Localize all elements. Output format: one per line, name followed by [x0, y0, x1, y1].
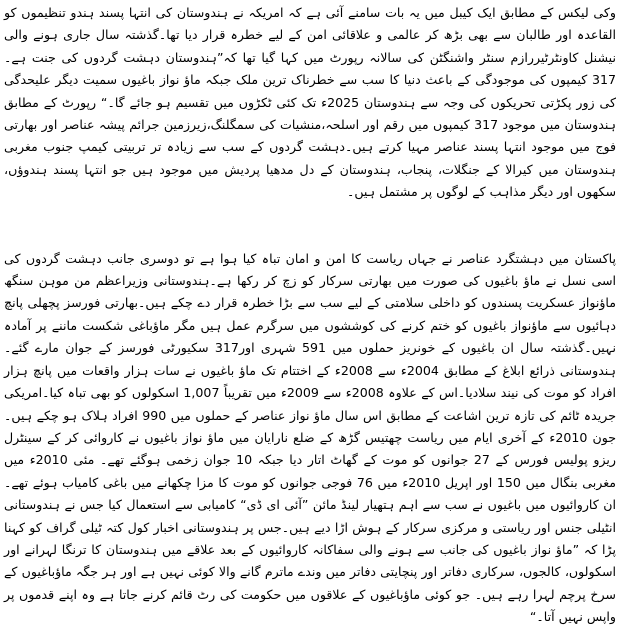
paragraph-maoist-insurgency: پاکستان میں دہشتگرد عناصر نے جہاں ریاست کا امن و امان تباہ کیا ہوا ہے تو دوسری جانب دہشت گردوں کی اسی نسل نے ماؤ باغیوں کی صورت میں بھارتی سرکار کو زچ کر رکھا ہے۔ہندوستانی وزیراعظم من موہن سنگھ ماؤنواز عسکریت پسندوں کو داخلی سلامتی کے لیے سب سے بڑا خطرہ قرار دے چکے ہیں۔بھارتی فورسز پچھلی پانچ دہائیوں سے ماؤنواز باغیوں کو ختم کرنے کی کوششوں میں سرگرم عمل ہیں مگر ماؤباغی شکست ماننے پر آمادہ نہیں۔گذشتہ سال ان باغیوں کے خونریز حملوں میں 591 شہری اور317 سکیورٹی فورسز کے جوان مارے گئے۔ ہندوستانی ذرائع ابلاغ کے مطابق 2004ء سے 2008ء کے اختتام تک ماؤ باغیوں نے سات ہزار واقعات میں پانچ ہزار افراد کو موت کی نیند سلادیا۔اس کے علاوہ 2008ء سے 2009ء میں تقریباً 1,007 اسکولوں کو بھی تباہ کیا۔امریکی جریدہ ٹائم کی تازہ ترین اشاعت کے مطابق اس سال ماؤ نواز عناصر کے حملوں میں 990 افراد ہلاک ہو چکے ہیں۔ جون 2010ء کے آخری ایام میں ریاست چھتیس گڑھ کے ضلع نارایان میں ماؤ نواز باغیوں نے کاروائی کر کے سینٹرل ریزو پولیس فورس کے 27 جوانوں کو موت کے گھاٹ اتار دیا جبکہ 10 جوان زخمی ہوگئے تھے۔ مئی 2010ء میں مغربی بنگال میں 150 اور اپریل 2010ء میں 76 فوجی جوانوں کو موت کا مزا چکھانے میں باغی کامیاب ہوئے تھے۔ ان کاروائیوں میں باغیوں نے سب سے اہم ہتھیار لینڈ مائن ”آئی ای ڈی“ کامیابی سے استعمال کیا جس نے ہندوستانی انٹیلی جنس اور ریاستی و مرکزی سرکار کے ہوش اڑا دیے ہیں۔جس پر ہندوستانی اخبار کول کتہ ٹیلی گراف کو کہنا پڑا کہ ”ماؤ نواز باغیوں کی جانب سے ہونے والی سفاکانہ کاروائیوں کے بعد علاقے میں ہندوستان کا ترنگا لہرانے اور اسکولوں، کالجوں، سرکاری دفاتر اور پنچایتی دفاتر میں وندے ماترم گانے والا کوئی نہیں ہے اور ہر جگہ ماؤباغیوں کے سرخ پرچم لہرا رہے ہیں۔ جو کوئی ماؤباغیوں کے علاقوں میں حکومت کی رٹ قائم کرنے جاتا ہے وہ اپنے قدموں پر واپس نہیں آتا۔“: [4, 250, 617, 625]
paragraph-spacer: [4, 204, 616, 248]
article-body: [4, 0, 617, 625]
paragraph-wikileaks-terror-camps: وکی لیکس کے مطابق ایک کیبل میں یہ بات سامنے آئی ہے کہ امریکہ نے ہندوستان کی انتہا پسند ہندو تنظیموں کو القاعدہ اور طالبان سے بھی بڑھ کر عالمی و علاقائی امن کے لیے خطرہ قرار دیا تھا۔گذشتہ سال جاری ہونے والی نیشنل کاونٹرٹیررازم سنٹر واشنگٹن کی سالانہ رپورٹ میں کہا گیا تھا کہ”ہندوستان دہشت گردوں کی جنت ہے۔ 317 کیمپوں کی موجودگی کے باعث دنیا کا سب سے خطرناک ترین ملک جبکہ ماؤ نواز باغیوں سمیت دیگر علیحدگی کی زور پکڑتی تحریکوں کی وجہ سے ہندوستان 2025ء تک کئی ٹکڑوں میں تقسیم ہو جائے گا۔“ رپورٹ کے مطابق ہندوستان میں موجود 317 کیمپوں میں رقم اور اسلحہ،منشیات کی سمگلنگ،زیرزمین جرائم پیشہ عناصر اور بھارتی فوج میں موجود انتہا پسند عناصر مہیا کرتے ہیں۔دہشت گردوں کے سب سے زیادہ تر تربیتی کیمپ جنوب مغربی ہندوستان میں کیرالا کے جنگلات، پنجاب، ہندوستان کے دل مدھیا پردیش میں موجود ہیں جو انتہا پسند ہندوؤں، سکھوں اور دیگر مذاہب کے لوگوں پر مشتمل ہیں۔: [4, 5, 616, 200]
